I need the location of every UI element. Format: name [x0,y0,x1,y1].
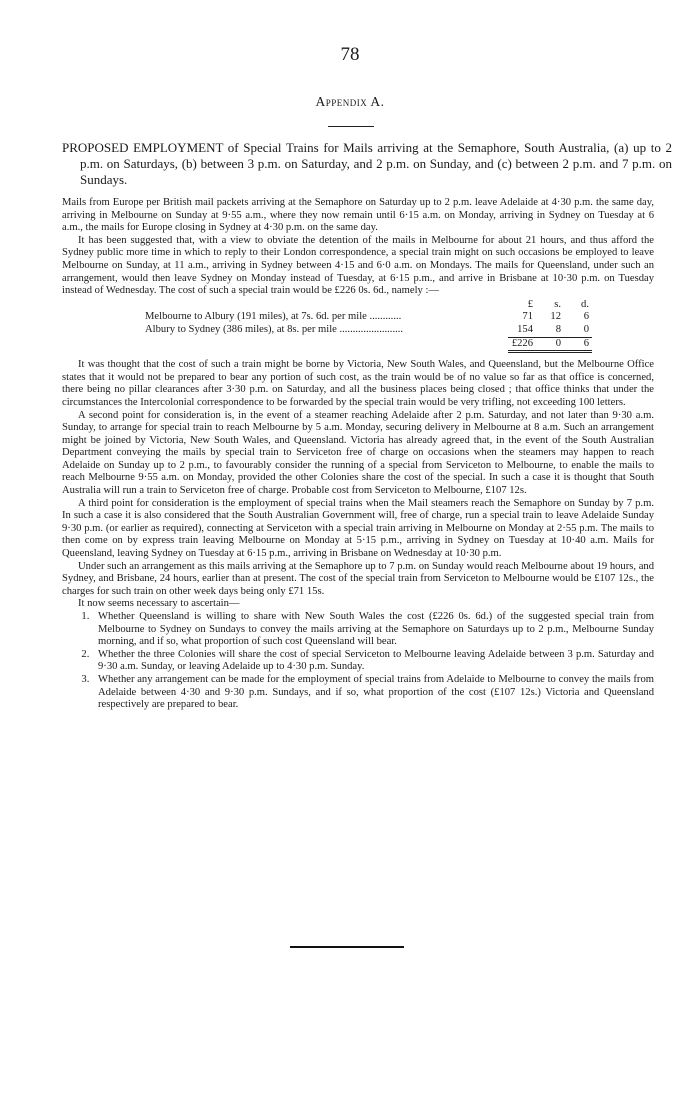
total-shillings: 0 [536,337,564,352]
question-item: 2. Whether the three Colonies will share the cost of special Serviceton to Melbourne leaving Adelaide between 3 p.m. Saturday and 9·30 a.m. Sunday, or leaving Adelaide up to 4·30 p.m. Sunday. [92,649,654,674]
cost-row [142,324,592,337]
question-item: 1. Whether Queensland is willing to share with New South Wales the cost (£226 0s. 6d.) of the suggested special train from Melbourne to Sydney on Sundays to convey the mails arriving at the Semaphore on Saturdays up to 2 p.m., Melbourne Sunday morning, and if so, what proportion of such cost Queensland will bear. [92,611,654,649]
cost-row-desc: Albury to Sydney (386 miles), at 8s. per mile ........................ [145,324,404,336]
cost-row [142,311,592,324]
paragraph: A second point for consideration is, in the event of a steamer reaching Adelaide after 2 p.m. Saturday, and not later than 9·30 a.m. Sunday, to arrange for special train to reach Melbourne by 5 a.m. Monday, securing delivery in Melbourne at 8 a.m. Such an arrangement might be joined by Victoria, New South Wales, and Queensland. Victoria has already agreed that, in the event of the South Australian Department conveying the mails by special train to Serviceton free of charge on occasions when the steamers may happen to reach Adelaide on Sunday up to 2 p.m., to favourably consider the running of a special from Serviceton to Melbourne, to enable the mails to reach Melbourne 9·55 a.m. on Monday, provided the other Colonies share the cost of the special. In such a case it is thought that South Australia will run a train to Serviceton free of charge. Probable cost from Serviceton to Melbourne, £107 12s. [62,409,654,497]
cost-row-pounds: 154 [517,323,533,335]
paragraph: Mails from Europe per British mail packets arriving at the Semaphore on Saturday up to 2 p.m. leave Adelaide at 4·30 p.m. the same day, arriving in Melbourne on Sunday at 9·55 a.m., where they now remain until 6·15 a.m. on Monday, arriving in Sydney on Tuesday at 6 a.m., the mails for Europe closing in Sydney at 4·30 p.m. on the same day. [62,197,654,234]
cost-table-header [142,299,592,312]
cost-row-pence: 0 [583,323,589,335]
paragraph: It has been suggested that, with a view to obviate the detention of the mails in Melbourne for about 21 hours, and thus afford the Sydney public more time in which to reply to their London correspondence, a special train might on such occasions be employed to leave Melbourne on Sunday, at 11 a.m., arriving in Sydney between 4·15 and 6·0 a.m. on Mondays. The mails for Queensland, under such an arrangement, would then leave Sydney on Monday instead of Tuesday, at 6·15 p.m., and arrive in Brisbane at 10·30 p.m. on Tuesday instead of Wednesday. The cost of such a special train would be £226 0s. 6d., namely :— [62,234,654,297]
document-body [62,197,654,712]
cost-row-shillings: 12 [550,311,561,323]
pounds-header: £ [527,298,533,310]
cost-row-pence: 6 [583,311,589,323]
paragraph: It was thought that the cost of such a train might be borne by Victoria, New South Wales, and Queensland, but the Melbourne Office states that it would not be prepared to bear any portion of such cost, as the train would be of no value so far as that office is concerned, there being no pillar clearances after 3·30 p.m. on Saturday, and all the business places being closed ; that office thinks that under the circumstances the Intercolonial correspondence to be forwarded by the special train would be very trifling, not exceeding 100 letters. [62,359,654,408]
cost-row-pounds: 71 [522,311,533,323]
cost-table [142,299,592,353]
cost-total-row [142,337,592,352]
paragraph: Under such an arrangement as this mails arriving at the Semaphore up to 7 p.m. on Sunday would reach Melbourne about 19 hours, and Sydney, and Brisbane, 24 hours, earlier than at present. The cost of the special train from Serviceton to Melbourne would be £107 12s., the charges for such train on other week days being only £71 15s. [62,560,654,597]
pence-header: d. [581,298,589,310]
cost-row-shillings: 8 [555,323,561,335]
total-pence: 6 [564,337,592,352]
title-divider [328,126,374,127]
cost-row-desc: Melbourne to Albury (191 miles), at 7s. 6d. per mile ............ [145,311,402,323]
total-pounds: £226 [508,337,536,352]
paragraph: It now seems necessary to ascertain— [78,598,240,610]
question-item: 3. Whether any arrangement can be made for the employment of special trains from Adelaide to Melbourne to convey the mails from Adelaide between 4·30 and 9·30 p.m. Sundays, and if so, what proportion of the cost (£107 12s.) Victoria and Queensland respectively are prepared to bear. [92,674,654,712]
closing-rule [290,946,404,948]
shillings-header: s. [554,298,561,310]
questions-list [62,611,654,712]
paragraph: A third point for consideration is the employment of special trains when the Mail steamers reach the Semaphore on Sunday by 7 p.m. In such a case it is also considered that the South Australian Government will, free of charge, run a special train to leave Adelaide Sunday 9·30 p.m. (or earlier as required), connecting at Serviceton with a special train arriving in Melbourne on Monday at 2·55 p.m. The mails to then come on by express train leaving Melbourne on Monday at 5·15 p.m., arriving in Sydney on Tuesday at 10·40 a.m. Mails for Queensland, leaving Sydney on Tuesday at 6·15 p.m., arriving in Brisbane on Wednesday at 10·30 p.m. [62,497,654,560]
page-number: 78 [340,44,360,65]
document-heading: PROPOSED EMPLOYMENT of Special Trains for Mails arriving at the Semaphore, South Australia, (a) up to 2 p.m. on Saturdays, (b) between 3 p.m. on Saturday, and 2 p.m. on Sunday, and (c) between 2 p.m. and 7 p.m. on Sundays. [62,140,672,187]
appendix-title: Appendix A. [315,94,385,109]
